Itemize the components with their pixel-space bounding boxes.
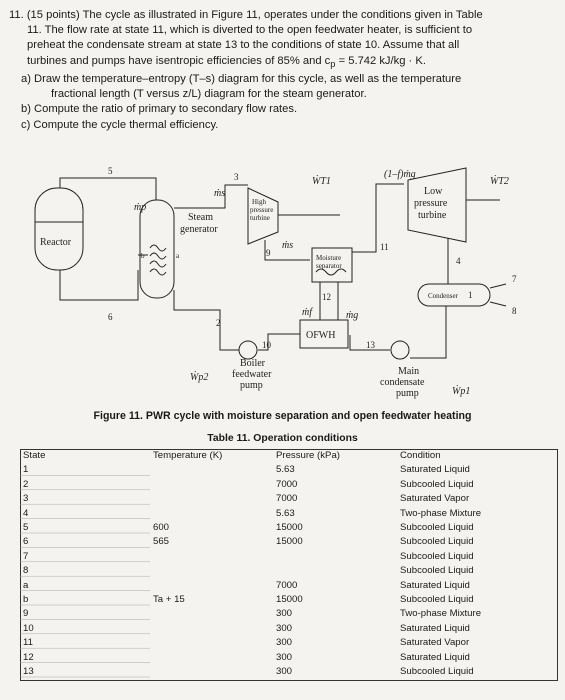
boiler-feedwater-pump [239, 341, 257, 359]
boiler-pump-label: pump [240, 380, 263, 391]
table-state: 9 [23, 608, 29, 620]
table-cell: Subcooled Liquid [400, 666, 474, 677]
table-cell: 7000 [276, 493, 298, 505]
table-header: Temperature (K) [153, 450, 223, 461]
operation-conditions-table [20, 449, 558, 681]
table-cell: Saturated Liquid [400, 622, 470, 634]
table-header: Condition [400, 450, 441, 461]
part-b: b) Compute the ratio of primary to secondary flow rates. [21, 103, 298, 116]
table-state: 1 [23, 464, 29, 476]
question-line-text: turbines and pumps have isentropic efficiencies of 85% and c [27, 54, 331, 67]
table-state: 5 [23, 522, 29, 533]
reactor-vessel [35, 188, 83, 270]
main-condensate-pump [391, 341, 409, 359]
state-label: 6 [108, 312, 113, 322]
table-cell: 5.63 [276, 464, 295, 476]
flow-mf: ṁf [302, 307, 312, 318]
work-wt1: ẆT1 [312, 176, 331, 187]
main-pump-label: pump [396, 388, 419, 399]
table-cell: Subcooled Liquid [400, 478, 474, 490]
table-cell: Subcooled Liquid [400, 522, 474, 533]
lp-turbine-label: Low [424, 186, 443, 197]
main-pump-label: Main [398, 366, 420, 377]
table-state: 10 [23, 622, 34, 634]
feed-line-2 [174, 290, 239, 350]
state-label: 1 [468, 290, 473, 300]
question-line: preheat the condensate stream at state 13 to the conditions of state 10. Assume that all [27, 39, 460, 52]
state-label: 9 [266, 248, 271, 258]
table-state: 8 [23, 565, 29, 577]
table-cell: Subcooled Liquid [400, 550, 474, 562]
reactor-label: Reactor [40, 237, 72, 248]
table-cell: Two-phase Mixture [400, 507, 482, 519]
steam-line-11 [352, 184, 404, 252]
boiler-pump-label: Boiler [240, 358, 265, 369]
table-state: 4 [23, 507, 29, 519]
state-label: 5 [108, 166, 113, 176]
table-cell: 15000 [276, 594, 303, 605]
question-line: 11. The flow rate at state 11, which is diverted to the open feedwater heater, is sufficient to [27, 24, 473, 37]
pwr-cycle-diagram [0, 160, 565, 410]
state-label: 3 [234, 172, 239, 182]
state-label: a [176, 252, 180, 260]
table-state: 3 [23, 493, 29, 505]
state-label: 11 [380, 242, 389, 252]
steam-line-3 [174, 185, 248, 208]
cooling-in [490, 284, 506, 288]
flow-ms: ṁs [214, 188, 226, 199]
lp-turbine-label: pressure [414, 198, 448, 209]
work-wp1: Ẇp1 [452, 386, 471, 397]
condenser-label: Condenser [428, 292, 458, 300]
moisture-separator-label: Moisture [316, 254, 342, 262]
part-c: c) Compute the cycle thermal efficiency. [21, 118, 219, 131]
cp-subscript: p [330, 58, 336, 69]
question-line: 11. (15 points) The cycle as illustrated in Figure 11, operates under the conditions given in Table [9, 9, 483, 21]
table-cell: 300 [276, 608, 293, 620]
table-cell: Saturated Vapor [400, 637, 470, 649]
flow-frac: (1–f)ṁg [384, 169, 416, 180]
table-cell: Ta + 15 [153, 594, 185, 605]
table-cell: 7000 [276, 579, 298, 591]
table-header: Pressure (kPa) [276, 450, 340, 461]
table-cell: 7000 [276, 478, 298, 490]
table-cell: Subcooled Liquid [400, 565, 474, 577]
table-header: State [23, 450, 46, 461]
table-state: b [23, 594, 29, 605]
condensate-line [410, 306, 446, 358]
table-title: Table 11. Operation conditions [207, 433, 358, 444]
state-label: 7 [512, 274, 517, 284]
question-line [9, 54, 557, 72]
question-text [9, 8, 557, 133]
state-label: b [141, 252, 145, 260]
state-label: 12 [322, 292, 331, 302]
boiler-pump-label: feedwater [232, 369, 272, 380]
table-state: 11 [23, 637, 33, 649]
hp-turbine-label: turbine [250, 214, 270, 222]
work-wt2: ẆT2 [490, 176, 509, 187]
flow-mp: ṁp [134, 202, 147, 213]
table-cell: Saturated Vapor [400, 493, 470, 505]
table-cell: 300 [276, 637, 293, 649]
table-state: a [23, 579, 29, 591]
table-cell: 300 [276, 651, 293, 663]
lp-turbine-label: turbine [418, 210, 447, 221]
state-label: 4 [456, 256, 461, 266]
table-state: 6 [23, 536, 29, 548]
table-cell: 565 [153, 536, 170, 548]
table-cell: Saturated Liquid [400, 464, 470, 476]
cooling-out [490, 302, 506, 306]
flow-ms2: ṁs [282, 240, 294, 251]
ofwh-label: OFWH [306, 330, 336, 341]
state-label: 2 [216, 318, 221, 328]
steam-generator-label: Steam [188, 212, 213, 223]
table-state: 13 [23, 666, 34, 677]
part-a-line: fractional length (T versus z/L) diagram for the steam generator. [51, 88, 367, 101]
table-cell: Saturated Liquid [400, 579, 470, 591]
part-a-line: a) Draw the temperature–entropy (T–s) diagram for this cycle, as well as the temperature [21, 73, 462, 86]
table-cell: 15000 [276, 522, 303, 533]
work-wp2: Ẇp2 [190, 372, 209, 383]
table-cell: Subcooled Liquid [400, 594, 474, 605]
hp-turbine-label: High [252, 198, 266, 206]
primary-cold-leg [60, 270, 138, 300]
table-state: 7 [23, 550, 29, 562]
question-line-text: = 5.742 kJ/kg · K. [335, 54, 426, 67]
table-cell: Subcooled Liquid [400, 536, 474, 548]
table-cell: 300 [276, 666, 293, 677]
hp-turbine-label: pressure [250, 206, 274, 214]
table-cell: Two-phase Mixture [400, 608, 482, 620]
moisture-separator-label: separator [316, 262, 342, 270]
state-label: 13 [366, 340, 375, 350]
main-pump-label: condensate [380, 377, 425, 388]
table-cell: 15000 [276, 536, 303, 548]
figure-caption: Figure 11. PWR cycle with moisture separation and open feedwater heating [93, 410, 472, 422]
table-state: 2 [23, 478, 29, 490]
steam-generator [140, 200, 174, 298]
table-state: 12 [23, 651, 34, 663]
state-label: 10 [262, 340, 271, 350]
table-cell: Saturated Liquid [400, 651, 470, 663]
table-cell: 600 [153, 522, 170, 533]
state-label: 8 [512, 306, 517, 316]
table-cell: 300 [276, 622, 293, 634]
flow-mg: ṁg [346, 310, 359, 321]
steam-generator-label: generator [180, 224, 218, 235]
table-cell: 5.63 [276, 507, 295, 519]
